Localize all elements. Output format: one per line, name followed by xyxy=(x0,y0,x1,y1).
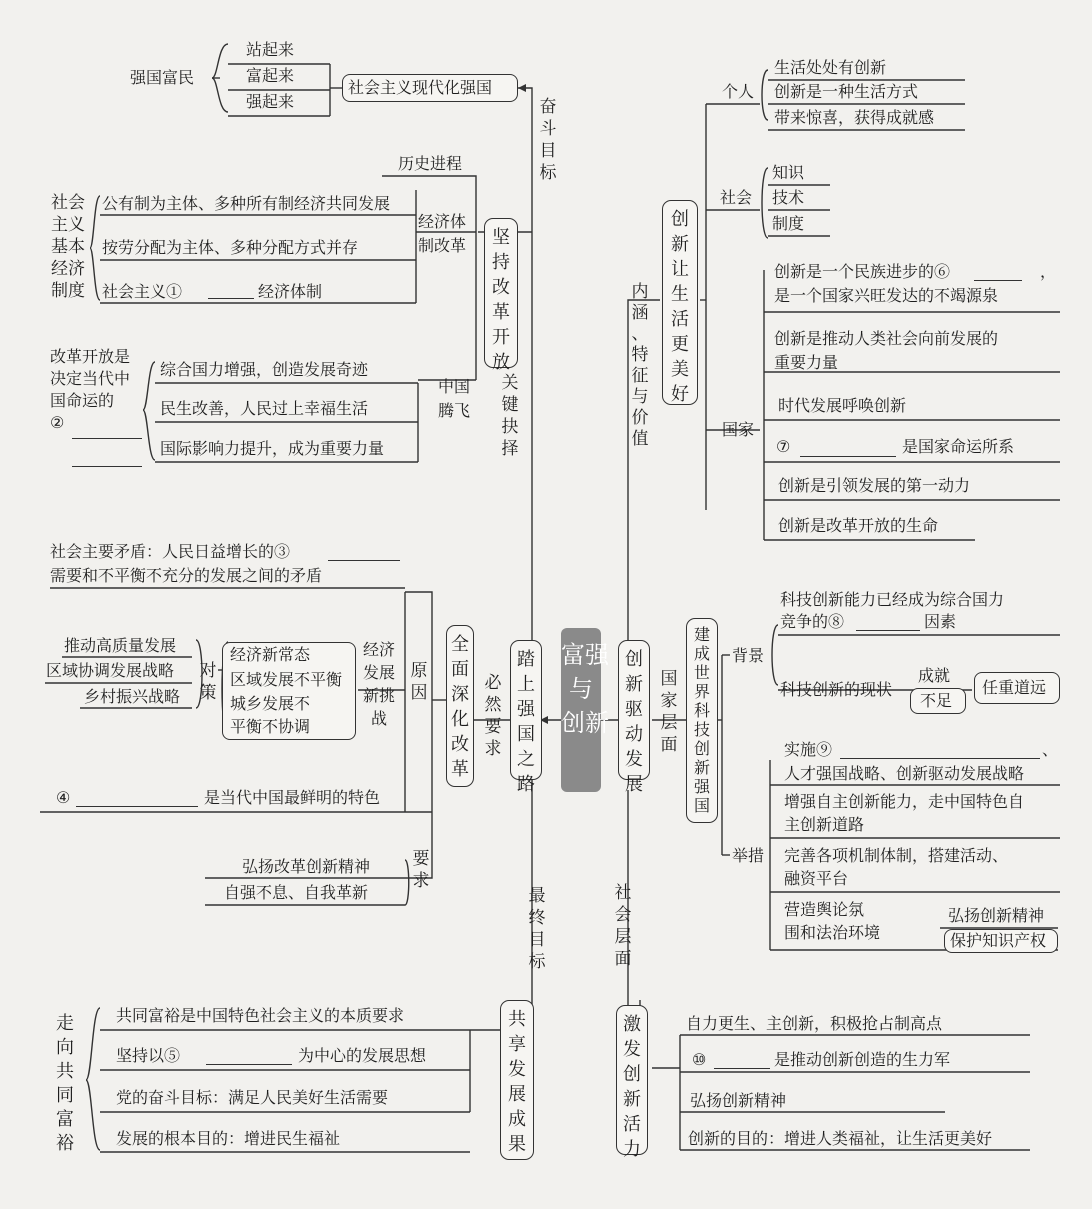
blank-3[interactable] xyxy=(328,560,400,561)
item-become-strong: 强起来 xyxy=(246,92,295,111)
rise-item-livelihood: 民生改善，人民过上幸福生活 xyxy=(160,399,369,418)
road-node: 踏 上 强 国 之 路 xyxy=(510,640,542,780)
society-technology: 技术 xyxy=(772,188,805,207)
measure-3a: 完善各项机制体制，搭建活动、 xyxy=(784,846,1009,865)
edge-label-country: 国 家 层 面 xyxy=(660,669,678,755)
personal-label: 个人 xyxy=(722,82,755,101)
nation-label: 国家 xyxy=(722,420,755,439)
center-node-title: 富强 与 创新 xyxy=(561,628,601,792)
rise-item-power: 综合国力增强，创造发展奇迹 xyxy=(160,360,369,379)
blank-9[interactable] xyxy=(840,758,1040,759)
measure-quality: 推动高质量发展 xyxy=(64,636,177,655)
nation-item-4b: 是国家命运所系 xyxy=(902,437,1015,456)
status-achievement: 成就 xyxy=(918,666,951,685)
measures-label: 对 策 xyxy=(199,661,217,703)
item-stand-up: 站起来 xyxy=(246,40,295,59)
vitality-3: 弘扬创新精神 xyxy=(690,1091,787,1110)
society-system: 制度 xyxy=(772,214,805,233)
share-results-node: 共 享 发 展 成 果 xyxy=(500,1000,534,1160)
vitality-4: 创新的目的：增进人类福祉，让生活更美好 xyxy=(688,1129,993,1148)
system-item-distribution: 按劳分配为主体、多种分配方式并存 xyxy=(102,238,359,257)
measure-4a: 营造舆论氛 xyxy=(784,900,865,919)
blank1-suffix: 经济体制 xyxy=(258,282,323,301)
personal-item-3: 带来惊喜，获得成就感 xyxy=(774,108,935,127)
stimulate-vitality-node: 激 发 创 新 活 力 xyxy=(616,1005,648,1155)
blank-2b[interactable] xyxy=(72,466,142,467)
blank-1[interactable] xyxy=(208,298,254,299)
deepen-reform-node: 全 面 深 化 改 革 xyxy=(446,625,474,787)
measure-4c: 弘扬创新精神 xyxy=(948,906,1045,925)
regional-imbalance: 区域发展不平衡 xyxy=(230,670,343,689)
vitality-2b: 是推动创新创造的生力军 xyxy=(774,1050,951,1069)
society-knowledge: 知识 xyxy=(772,163,805,182)
bg-item-1b: 竞争的⑧ xyxy=(780,612,845,631)
urban-rural-2: 平衡不协调 xyxy=(230,717,311,736)
strong-country-label: 社会主义现代化强国 xyxy=(348,78,493,97)
nation-item-1c: 是一个国家兴旺发达的不竭源泉 xyxy=(774,286,999,305)
nation-item-4a: ⑦ xyxy=(776,437,791,456)
blank-8[interactable] xyxy=(856,630,920,631)
require-label: 要 求 xyxy=(412,849,430,891)
main-contradiction: 社会主要矛盾：人民日益增长的③ xyxy=(50,542,291,561)
blank-6[interactable] xyxy=(974,280,1022,281)
innovation-life-node: 创 新 让 生 活 更 美 好 xyxy=(662,200,698,405)
edge-label-final: 最 终 目 标 xyxy=(528,886,546,972)
tech-status: 科技创新的现状 xyxy=(780,680,893,699)
long-way-label: 任重道远 xyxy=(982,678,1047,697)
bg-item-1a: 科技创新能力已经成为综合国力 xyxy=(780,590,1005,609)
edge-label-must: 必 然 要 求 xyxy=(484,673,502,759)
prosperity-essence: 共同富裕是中国特色社会主义的本质要求 xyxy=(116,1006,405,1025)
economic-system-reform: 经济体 制改革 xyxy=(418,212,467,255)
reason-label: 原 因 xyxy=(410,661,428,703)
economic-challenge: 经济 发展 新挑 战 xyxy=(362,640,395,728)
blank-4[interactable] xyxy=(76,806,198,807)
blank-5[interactable] xyxy=(206,1064,292,1065)
new-normal: 经济新常态 xyxy=(230,645,311,664)
edge-label-society: 社 会 层 面 xyxy=(614,883,632,969)
blank1-prefix: 社会主义① xyxy=(102,282,183,301)
status-lack: 不足 xyxy=(920,691,953,710)
system-item-ownership: 公有制为主体、多种所有制经济共同发展 xyxy=(102,194,391,213)
fundamental-purpose: 发展的根本目的：增进民生福祉 xyxy=(116,1129,341,1148)
party-goal: 党的奋斗目标：满足人民美好生活需要 xyxy=(116,1088,389,1107)
measure-3b: 融资平台 xyxy=(784,869,849,888)
main-contradiction-2: 需要和不平衡不充分的发展之间的矛盾 xyxy=(50,566,323,585)
spirit-reform: 弘扬改革创新精神 xyxy=(242,857,371,876)
innovation-node: 创 新 驱 动 发 展 xyxy=(618,640,650,780)
nation-item-2a: 创新是推动人类社会向前发展的 xyxy=(774,329,999,348)
edge-label-key: 关 键 抉 择 xyxy=(501,373,519,459)
blank-7[interactable] xyxy=(800,456,896,457)
tech-power-node: 建 成 世 界 科 技 创 新 强 国 xyxy=(686,618,718,823)
nation-item-6: 创新是改革开放的生命 xyxy=(778,516,939,535)
blank5-prefix: 坚持以⑤ xyxy=(116,1046,181,1065)
china-rise: 中国 腾飞 xyxy=(437,377,470,420)
blank-10[interactable] xyxy=(714,1068,770,1069)
rise-item-influence: 国际影响力提升，成为重要力量 xyxy=(160,439,385,458)
background-label: 背景 xyxy=(732,646,765,665)
item-get-rich: 富起来 xyxy=(246,66,295,85)
measure-4b: 围和法治环境 xyxy=(784,923,881,942)
reform-decisive-label: 改革开放是 决定当代中 国命运的 ② xyxy=(50,347,131,432)
nation-item-1b: ， xyxy=(1040,262,1057,281)
nation-item-2b: 重要力量 xyxy=(774,353,839,372)
measure-1a: 实施⑨ xyxy=(784,740,833,759)
personal-item-1: 生活处处有创新 xyxy=(774,58,887,77)
measure-rural: 乡村振兴战略 xyxy=(84,687,181,706)
bg-item-1c: 因素 xyxy=(924,612,957,631)
nation-item-3: 时代发展呼唤创新 xyxy=(778,396,907,415)
nation-item-1a: 创新是一个民族进步的⑥ xyxy=(774,262,951,281)
blank5-suffix: 为中心的发展思想 xyxy=(298,1046,427,1065)
basic-economic-system-label: 社会 主义 基本 经济 制度 xyxy=(51,193,85,301)
measure-2a: 增强自主创新能力，走中国特色自 xyxy=(784,792,1025,811)
reform-key-node: 坚 持 改 革 开 放 xyxy=(484,218,518,368)
blank-2[interactable] xyxy=(72,438,142,439)
history-process: 历史进程 xyxy=(398,154,463,173)
society-label: 社会 xyxy=(720,188,753,207)
edge-label-meaning: 内 涵 、 特 征 与 价 值 xyxy=(631,282,649,449)
measure-1b: 、 xyxy=(1042,740,1059,759)
measures-label: 举措 xyxy=(732,846,765,865)
personal-item-2: 创新是一种生活方式 xyxy=(774,82,919,101)
blank4-suffix: 是当代中国最鲜明的特色 xyxy=(204,788,381,807)
blank4-prefix: ④ xyxy=(56,788,71,807)
nation-item-5: 创新是引领发展的第一动力 xyxy=(778,476,971,495)
urban-rural-1: 城乡发展不 xyxy=(230,694,311,713)
vitality-1: 自力更生、主创新，积极抢占制高点 xyxy=(686,1014,943,1033)
measure-4d: 保护知识产权 xyxy=(950,931,1047,950)
edge-label-goal: 奋 斗 目 标 xyxy=(539,97,557,183)
strong-nation-rich-people: 强国富民 xyxy=(130,68,195,87)
measure-1c: 人才强国战略、创新驱动发展战略 xyxy=(784,764,1025,783)
spirit-self-renew: 自强不息、自我革新 xyxy=(224,883,369,902)
measure-2b: 主创新道路 xyxy=(784,815,865,834)
vitality-2a: ⑩ xyxy=(692,1050,707,1069)
measure-regional: 区域协调发展战略 xyxy=(46,661,175,680)
common-prosperity-label: 走 向 共 同 富 裕 xyxy=(56,1013,74,1154)
